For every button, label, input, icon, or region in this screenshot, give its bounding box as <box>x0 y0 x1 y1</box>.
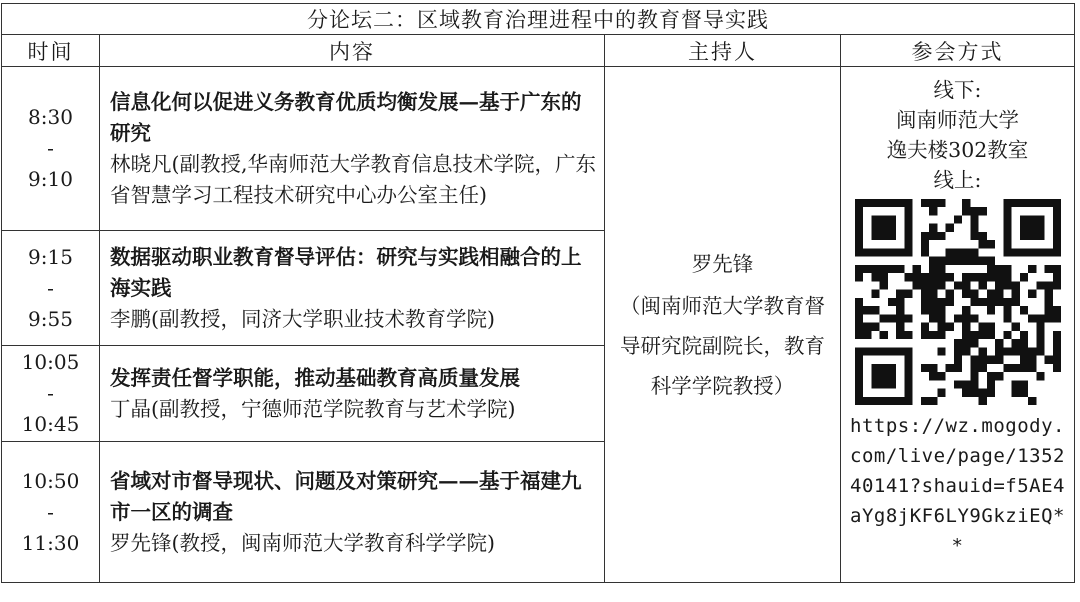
schedule-table <box>1 3 1075 583</box>
qr-code-icon[interactable] <box>855 199 1061 405</box>
session-speaker: 丁晶(副教授，宁德师范学院教育与艺术学院) <box>110 396 516 421</box>
session-content <box>100 67 605 231</box>
host-affiliation: （闽南师范大学教育督导研究院副院长，教育科学学院教授） <box>620 293 825 398</box>
time-end: 10:45 <box>21 412 80 436</box>
attend-cell <box>841 67 1075 583</box>
offline-place-1: 闽南师范大学 <box>896 108 1019 132</box>
header-content: 内容 <box>100 35 605 67</box>
session-topic: 发挥责任督学职能，推动基础教育高质量发展 <box>110 365 520 390</box>
time-dash: - <box>47 381 54 405</box>
time-start: 10:05 <box>21 350 80 374</box>
offline-place-2: 逸夫楼302教室 <box>886 138 1029 162</box>
time-dash: - <box>47 136 54 160</box>
session-topic: 省域对市督导现状、问题及对策研究——基于福建九市一区的调查 <box>110 468 582 524</box>
session-topic: 信息化何以促进义务教育优质均衡发展—基于广东的研究 <box>110 89 582 145</box>
time-start: 8:30 <box>28 105 73 129</box>
time-dash: - <box>47 275 54 300</box>
header-row <box>2 35 1075 67</box>
header-host: 主持人 <box>605 35 841 67</box>
time-end: 9:55 <box>28 306 73 331</box>
time-end: 9:10 <box>28 167 73 191</box>
session-time <box>2 67 100 231</box>
title-row <box>2 4 1075 35</box>
session-speaker: 李鹏(副教授，同济大学职业技术教育学院) <box>110 306 495 331</box>
session-time <box>2 346 100 442</box>
session-time <box>2 442 100 583</box>
forum-title: 分论坛二：区域教育治理进程中的教育督导实践 <box>2 4 1075 35</box>
online-label: 线上: <box>933 168 982 192</box>
session-speaker: 林晓凡(副教授,华南师范大学教育信息技术学院，广东省智慧学习工程技术研究中心办公室主任) <box>110 151 597 207</box>
time-end: 11:30 <box>21 530 80 555</box>
live-url[interactable]: https://wz.mogody.com/live/page/135240141?shauid=f5AE4aYg8jKF6LY9GkziEQ** <box>850 415 1065 557</box>
host-name: 罗先锋 <box>691 251 754 276</box>
header-mode: 参会方式 <box>841 35 1075 67</box>
host-cell <box>605 67 841 583</box>
header-time: 时间 <box>2 35 100 67</box>
session-topic: 数据驱动职业教育督导评估：研究与实践相融合的上海实践 <box>110 244 582 300</box>
time-dash: - <box>47 499 54 524</box>
session-content <box>100 346 605 442</box>
offline-label: 线下: <box>933 78 982 102</box>
session-content <box>100 442 605 583</box>
time-start: 9:15 <box>28 244 73 269</box>
session-content <box>100 231 605 346</box>
time-start: 10:50 <box>21 468 80 493</box>
session-row <box>2 67 1075 231</box>
session-speaker: 罗先锋(教授，闽南师范大学教育科学学院) <box>110 530 495 555</box>
session-time <box>2 231 100 346</box>
